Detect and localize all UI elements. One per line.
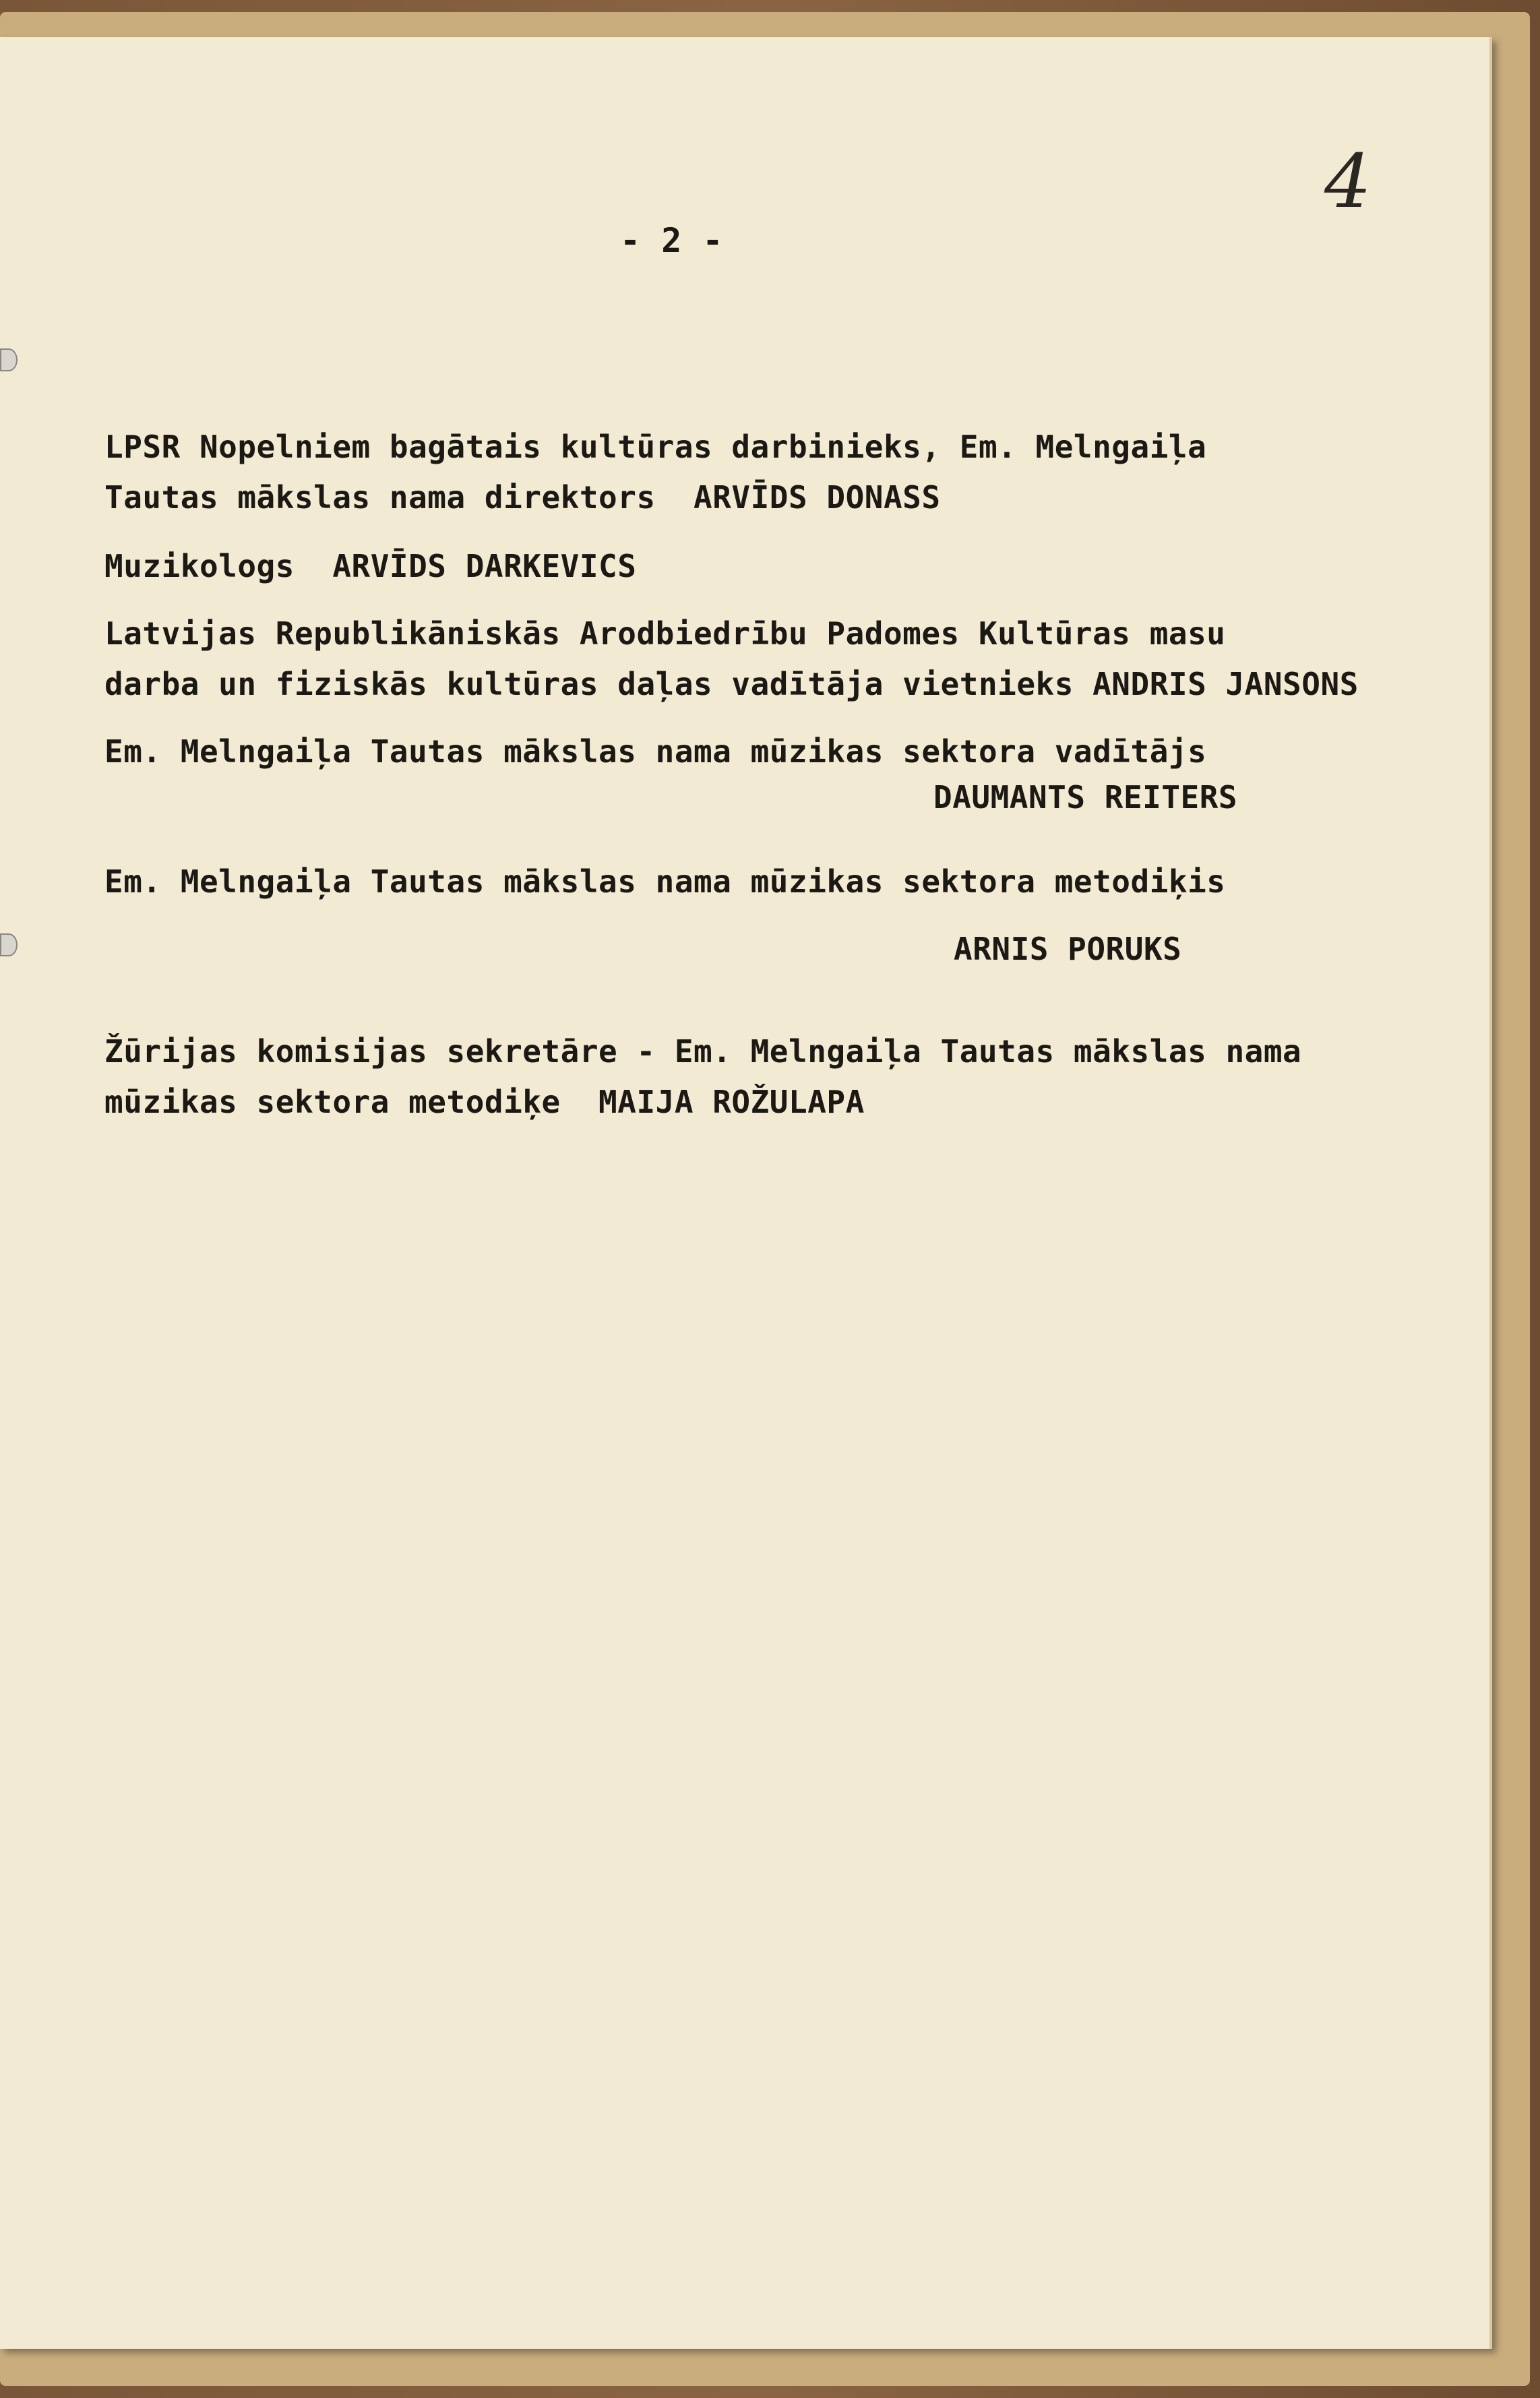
entry-line: Latvijas Republikāniskās Arodbiedrību Padomes Kultūras masu [104,615,1226,652]
entry-line: Muzikologs ARVĪDS DARKEVICS [104,548,637,584]
entry-line: Em. Melngaiļa Tautas mākslas nama mūzikas sektora vadītājs [104,733,1207,770]
entry-line: Žūrijas komisijas sekretāre - Em. Melngaiļa Tautas mākslas nama [104,1033,1302,1070]
entry-line: Em. Melngaiļa Tautas mākslas nama mūzikas sektora metodiķis [104,863,1226,900]
entry-name-right: ARNIS PORUKS [954,931,1182,967]
binder-hole [0,348,18,371]
binder-hole [0,933,18,956]
entry-line: LPSR Nopelniem bagātais kultūras darbinieks, Em. Melngaiļa [104,429,1207,465]
entry-name-right: DAUMANTS REITERS [933,779,1238,816]
page-number: - 2 - [620,221,724,260]
document-page [0,37,1492,2349]
entry-line: darba un fiziskās kultūras daļas vadītāja vietnieks ANDRIS JANSONS [104,666,1359,702]
entry-line: mūzikas sektora metodiķe MAIJA ROŽULAPA [104,1084,865,1120]
entry-line: Tautas mākslas nama direktors ARVĪDS DONASS [104,479,941,516]
handwritten-page-mark: 4 [1324,138,1372,224]
